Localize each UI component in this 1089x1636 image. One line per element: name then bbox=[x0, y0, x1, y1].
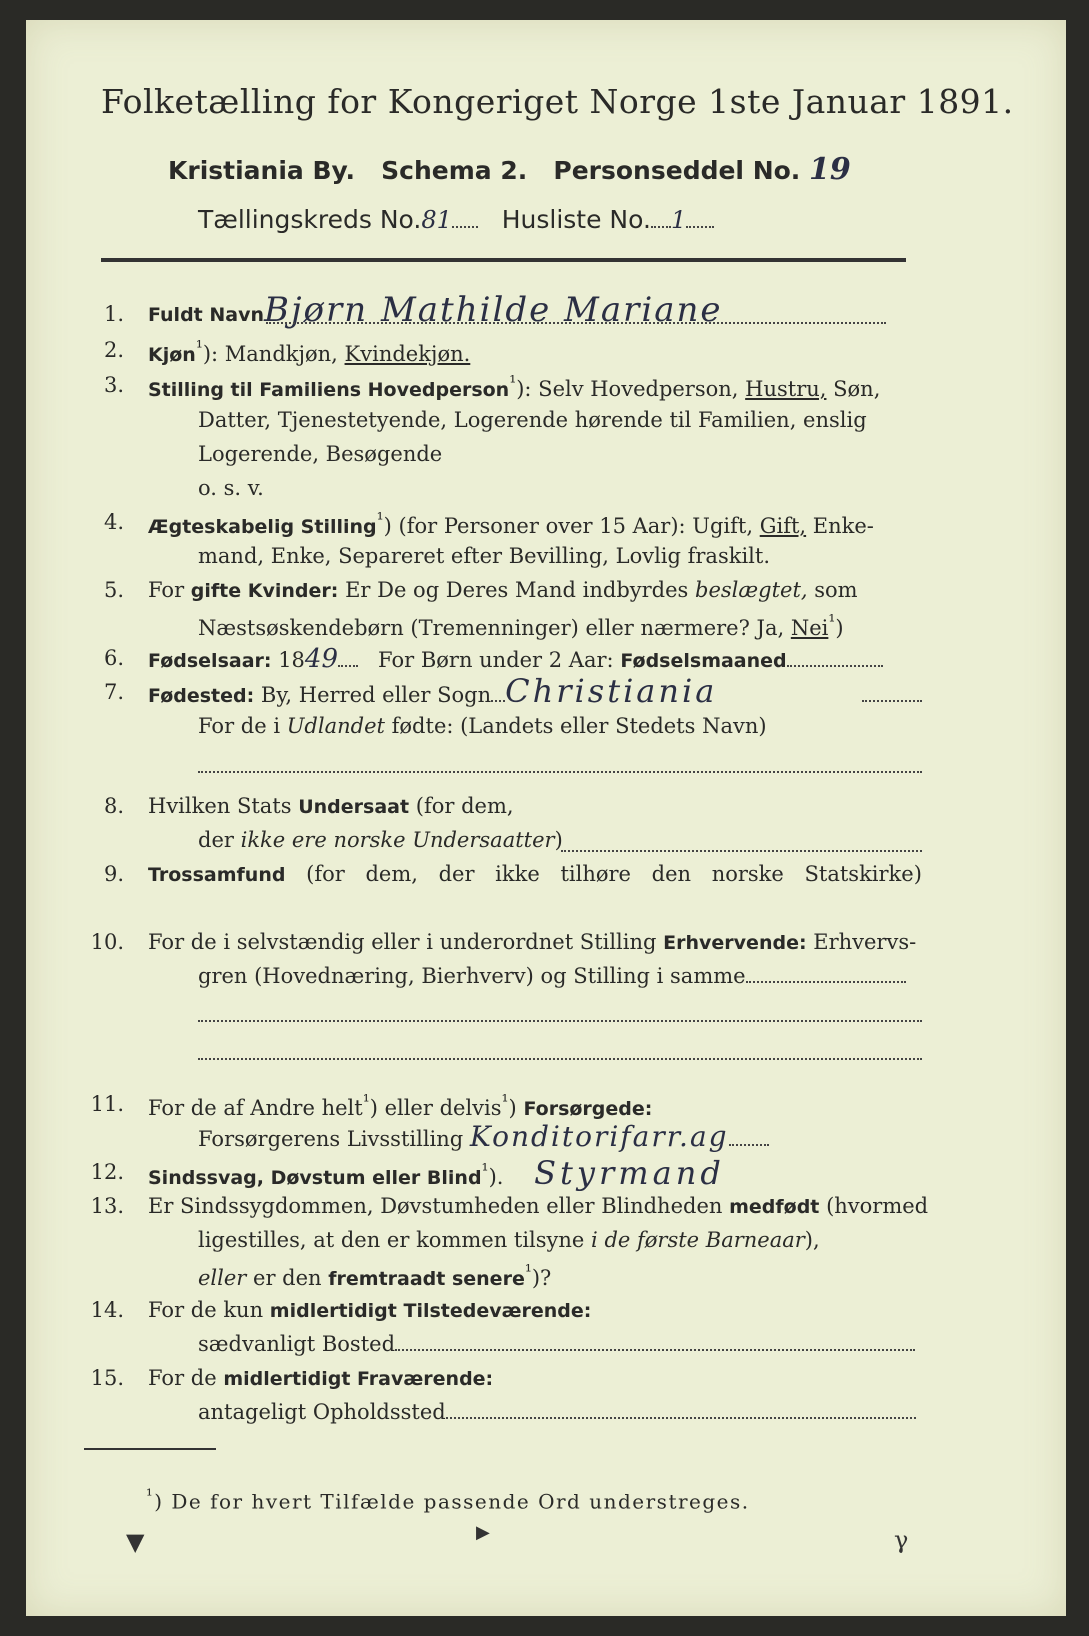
udland-prefix: For de i bbox=[198, 714, 281, 738]
kjon-options: ): Mandkjøn, bbox=[202, 342, 338, 366]
item-number-8: 8. bbox=[103, 794, 124, 818]
fodested-line-2 bbox=[198, 714, 767, 738]
erhverv-dotted-line-1 bbox=[198, 1020, 922, 1022]
undersaat-label: Undersaat bbox=[298, 796, 410, 818]
tilstede-line-2 bbox=[198, 1332, 915, 1356]
undersaat-dotted-line bbox=[561, 850, 922, 852]
fodested-label: Fødested: bbox=[148, 685, 255, 707]
item-15-fravaerende bbox=[148, 1366, 493, 1390]
item-number-4: 4. bbox=[103, 510, 124, 534]
fuldt-navn-label: Fuldt Navn bbox=[148, 304, 265, 326]
kjon-footnote-mark: ¹ bbox=[195, 338, 203, 358]
forsorger-livsstilling-value: Konditorifarr.ag bbox=[469, 1120, 729, 1153]
gifte-kvinder-label: gifte Kvinder: bbox=[190, 580, 339, 602]
fremtraadt-senere-label: fremtraadt senere bbox=[328, 1268, 525, 1290]
gifte-kvinder-text: Er De og Deres Mand indbyrdes bbox=[345, 578, 689, 602]
item-1-fuldt-navn bbox=[148, 290, 723, 330]
stilling-options-a: ): Selv Hovedperson, bbox=[516, 377, 739, 401]
item-2-kjon bbox=[148, 338, 470, 366]
item-number-1: 1. bbox=[103, 302, 124, 326]
item-14-tilstedevaerende bbox=[148, 1298, 591, 1322]
husliste-number: 1 bbox=[670, 206, 687, 234]
item-3-stilling: Stilling til Familiens Hovedperson$^{^1}$): Selv Hovedperson, Hustru, Søn, bbox=[148, 373, 881, 401]
forsorgede-close: ) bbox=[508, 1096, 517, 1120]
fravaer-label: midlertidigt Fraværende: bbox=[223, 1368, 494, 1390]
forsorger-livsstilling-label: Forsørgerens Livsstilling bbox=[198, 1127, 464, 1151]
fodselsaar-label: Fødselsaar: bbox=[148, 650, 272, 672]
schema-label: Schema 2. bbox=[381, 156, 528, 185]
gifte-kvinder-question: Næstsøskendebørn (Tremenninger) eller nærmere? Ja, bbox=[198, 616, 785, 640]
medfodt-prefix: Er Sindssygdommen, Døvstumheden eller Blindheden bbox=[148, 1194, 723, 1218]
item-number-15: 15. bbox=[90, 1366, 124, 1390]
form-title: Folketælling for Kongeriget Norge 1ste Januar 1891. bbox=[101, 82, 1014, 121]
item-10-erhverv bbox=[148, 930, 916, 954]
fodselsaar-value: 49 bbox=[304, 644, 339, 674]
gifte-kvinder-end: som bbox=[814, 578, 858, 602]
tilstede-label: midlertidigt Tilstedeværende: bbox=[269, 1300, 592, 1322]
gifte-kvinder-line-2: Næstsøskendebørn (Tremenninger) eller nærmere? Ja, Nei$^{^1}$) bbox=[198, 612, 844, 640]
medfodt-rest: (hvormed bbox=[826, 1194, 929, 1218]
footnote-rule bbox=[84, 1448, 216, 1450]
fodested-dotted-line bbox=[198, 771, 922, 773]
header-line-2 bbox=[168, 152, 851, 187]
kjon-label: Kjøn bbox=[148, 344, 196, 366]
item-6-fodselsaar bbox=[148, 644, 883, 674]
fravaer-prefix: For de bbox=[148, 1366, 217, 1390]
erhverv-line-2-text: gren (Hovednæring, Bierhverv) og Stilling i samme bbox=[198, 964, 746, 988]
header-line-3 bbox=[198, 205, 714, 234]
erhverv-line-2 bbox=[198, 964, 906, 988]
sindssvag-label: Sindssvag, Døvstum eller Blind bbox=[148, 1167, 482, 1189]
fremtraadt-close: )? bbox=[531, 1266, 552, 1290]
city-label: Kristiania By. bbox=[168, 156, 356, 185]
sindssvag-close: ). bbox=[488, 1165, 504, 1189]
medfodt-line-2-close: ), bbox=[804, 1228, 820, 1252]
er-den: er den bbox=[253, 1266, 322, 1290]
footnote-mark: ¹ bbox=[146, 1486, 155, 1505]
personseddel-label: Personseddel No. bbox=[553, 156, 801, 185]
stilling-line-3: Logerende, Besøgende bbox=[198, 442, 443, 466]
stilling-options-b: Søn, bbox=[833, 377, 881, 401]
item-number-6: 6. bbox=[103, 646, 124, 670]
item-12-sindssvag: Sindssvag, Døvstum eller Blind$^{^1}$). Styrmand bbox=[148, 1154, 725, 1192]
item-number-10: 10. bbox=[90, 930, 124, 954]
item-number-13: 13. bbox=[90, 1194, 124, 1218]
item-number-5: 5. bbox=[103, 578, 124, 602]
kreds-number: 81 bbox=[421, 206, 452, 234]
aegteskab-line-2: mand, Enke, Separeret efter Bevilling, Lovlig fraskilt. bbox=[198, 544, 771, 568]
gifte-kvinder-selected: Nei bbox=[790, 616, 829, 640]
forsorgede-label: Forsørgede: bbox=[523, 1098, 653, 1120]
aegteskab-options-b: Enke- bbox=[812, 514, 874, 538]
undersaat-der: der bbox=[198, 828, 234, 852]
fravaer-line-2 bbox=[198, 1400, 916, 1424]
udland-rest: fødte: (Landets eller Stedets Navn) bbox=[391, 714, 767, 738]
census-form-sheet bbox=[26, 20, 1066, 1616]
fodested-options: By, Herred eller Sogn bbox=[260, 683, 492, 707]
medfodt-line-3: eller er den fremtraadt senere$^{^1}$)? bbox=[198, 1262, 552, 1290]
beslaegtet-word: beslægtet, bbox=[695, 578, 808, 602]
item-number-9: 9. bbox=[103, 862, 124, 886]
undersaat-line-2 bbox=[198, 828, 563, 852]
medfodt-label: medfødt bbox=[729, 1196, 820, 1218]
erhverv-dotted-line-2 bbox=[198, 1058, 922, 1060]
header-rule bbox=[101, 258, 906, 262]
item-11-forsorgede: For de af Andre helt$^{^1}$) eller delvis$^{^1}$) Forsørgede: bbox=[148, 1092, 653, 1120]
kreds-label: Tællingskreds No. bbox=[198, 205, 422, 234]
trossamfund-label: Trossamfund bbox=[148, 864, 286, 886]
item-number-7: 7. bbox=[103, 680, 124, 704]
opholdssted-label: antageligt Opholdssted bbox=[198, 1400, 446, 1424]
trossamfund-rest: (for dem, der ikke tilhøre den norske Statskirke) bbox=[306, 862, 922, 886]
kjon-selected: Kvindekjøn. bbox=[344, 342, 471, 366]
item-7-fodested bbox=[148, 672, 717, 710]
fodselsaar-prefix: 18 bbox=[278, 648, 305, 672]
stilling-label: Stilling til Familiens Hovedperson bbox=[148, 379, 510, 401]
item-number-14: 14. bbox=[90, 1298, 124, 1322]
stilling-line-4: o. s. v. bbox=[198, 476, 264, 500]
gifte-kvinder-prefix: For bbox=[148, 578, 185, 602]
registration-mark-left-icon: ▼ bbox=[126, 1528, 145, 1556]
born-under-2-aar: For Børn under 2 Aar: bbox=[378, 648, 614, 672]
forsorgede-prefix: For de af Andre helt bbox=[148, 1096, 363, 1120]
tilstede-prefix: For de kun bbox=[148, 1298, 264, 1322]
fuldt-navn-value: Bjørn Mathilde Mariane bbox=[264, 290, 723, 330]
husliste-label: Husliste No. bbox=[501, 205, 651, 234]
footnote bbox=[146, 1486, 750, 1514]
undersaat-close: ) bbox=[554, 828, 563, 852]
forste-barneaar: i de første Barneaar bbox=[591, 1228, 805, 1252]
item-number-2: 2. bbox=[103, 338, 124, 362]
item-number-12: 12. bbox=[90, 1160, 124, 1184]
item-number-3: 3. bbox=[103, 373, 124, 397]
aegteskab-options-a: ) (for Personer over 15 Aar): Ugift, bbox=[383, 514, 754, 538]
forsorgede-mid: ) eller delvis bbox=[369, 1096, 502, 1120]
udlandet-word: Udlandet bbox=[286, 714, 385, 738]
item-4-aegteskab: Ægteskabelig Stilling$^{^1}$) (for Personer over 15 Aar): Ugift, Gift, Enke- bbox=[148, 510, 874, 538]
fuldt-navn-dotted-line bbox=[266, 322, 886, 324]
medfodt-line-2 bbox=[198, 1228, 820, 1252]
item-5-gifte-kvinder bbox=[148, 578, 858, 602]
personseddel-number: 19 bbox=[809, 152, 851, 187]
sindssvag-value: Styrmand bbox=[534, 1154, 725, 1192]
erhverv-label: Erhvervende: bbox=[663, 932, 807, 954]
forsorgede-line-2 bbox=[198, 1120, 769, 1153]
fodested-dotted-tail bbox=[862, 700, 922, 702]
registration-mark-right-icon: γ bbox=[894, 1526, 909, 1554]
eller-word: eller bbox=[198, 1266, 247, 1290]
undersaat-prefix: Hvilken Stats bbox=[148, 794, 292, 818]
medfodt-line-2-text: ligestilles, at den er kommen tilsyne bbox=[198, 1228, 585, 1252]
registration-mark-center-icon: ▶ bbox=[476, 1522, 490, 1543]
item-number-11: 11. bbox=[90, 1092, 124, 1116]
item-8-undersaat bbox=[148, 794, 514, 818]
fodselsmaaned-label: Fødselsmaaned bbox=[620, 650, 787, 672]
item-9-trossamfund bbox=[148, 862, 922, 886]
erhverv-prefix: For de i selvstændig eller i underordnet Stilling bbox=[148, 930, 657, 954]
undersaat-italic: ikke ere norske Undersaatter bbox=[240, 828, 555, 852]
saedvanligt-bosted-label: sædvanligt Bosted bbox=[198, 1332, 396, 1356]
aegteskab-label: Ægteskabelig Stilling bbox=[148, 516, 377, 538]
undersaat-rest: (for dem, bbox=[415, 794, 514, 818]
aegteskab-selected: Gift, bbox=[759, 514, 807, 538]
stilling-line-2: Datter, Tjenestetyende, Logerende hørende til Familien, enslig bbox=[198, 408, 867, 432]
erhverv-rest: Erhvervs- bbox=[813, 930, 917, 954]
footnote-text: ) De for hvert Tilfælde passende Ord understreges. bbox=[154, 1489, 750, 1514]
stilling-selected: Hustru, bbox=[745, 377, 827, 401]
item-13-medfodt bbox=[148, 1194, 928, 1218]
fodested-value: Christiania bbox=[505, 672, 718, 710]
